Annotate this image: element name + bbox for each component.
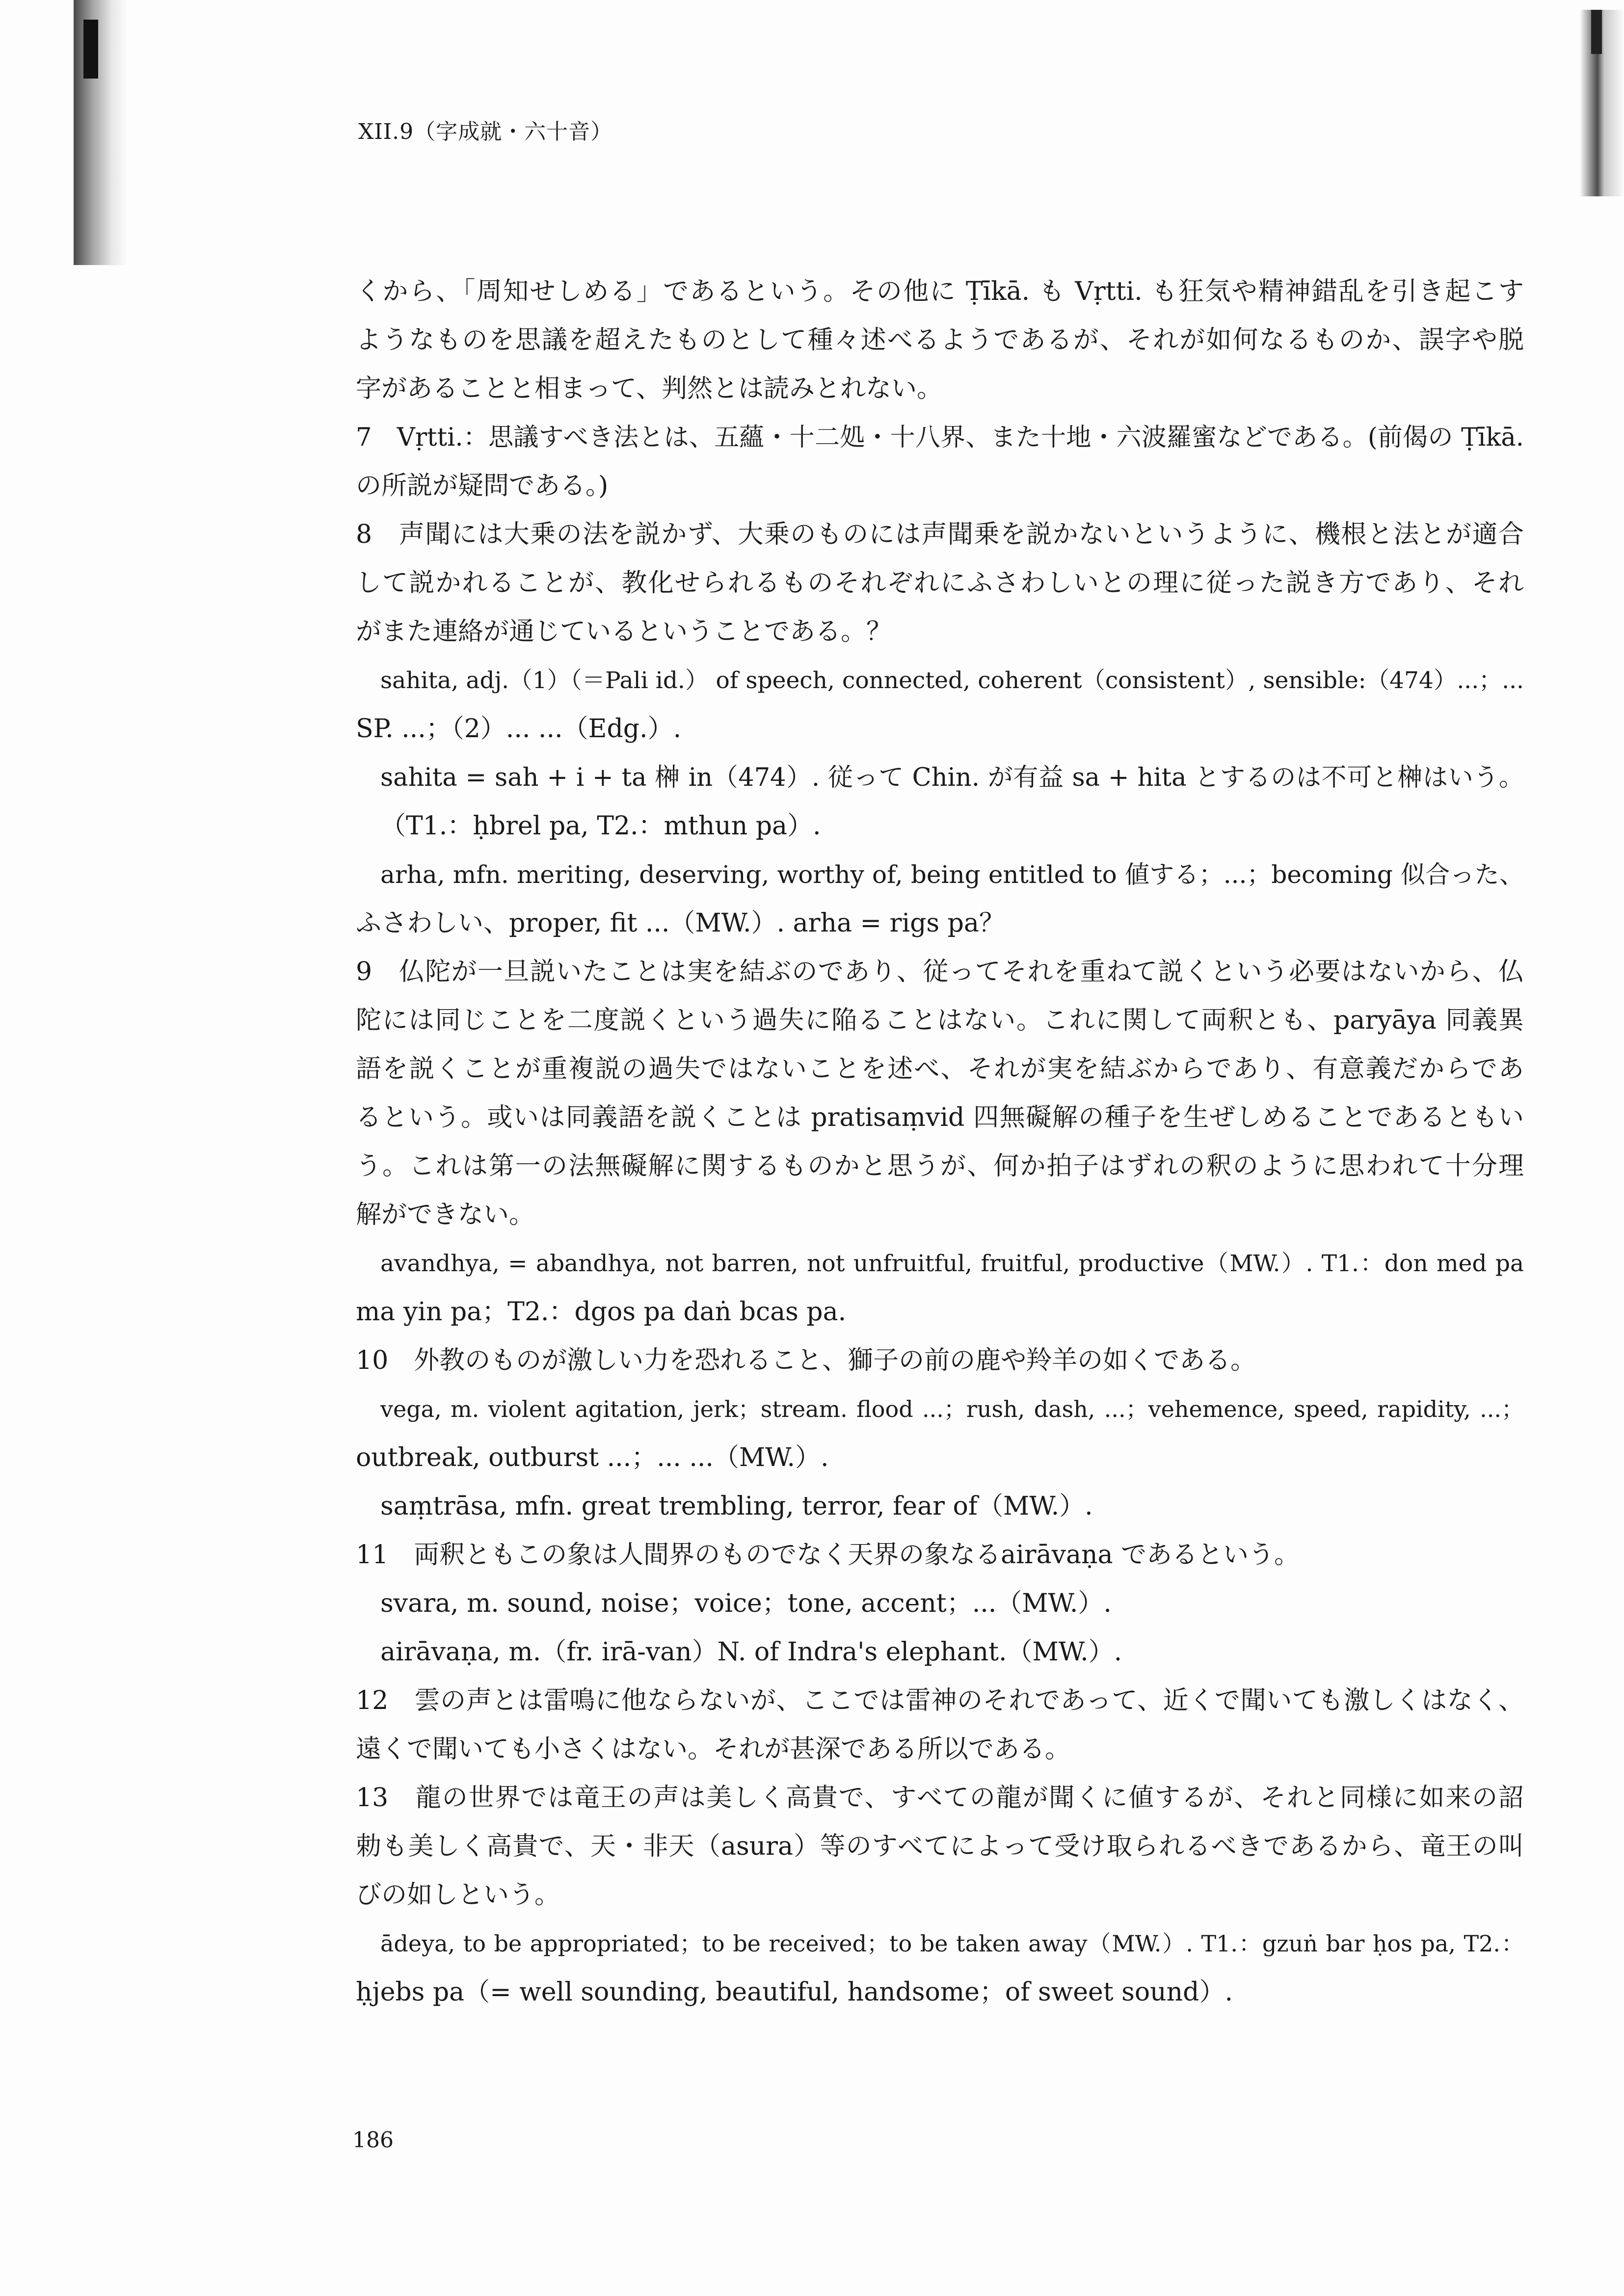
lexical-entry-sahita: sahita, adj.（1）（＝Pali id.） of speech, connected, coherent（consistent）, sensible:（474）...；... [380,667,1524,694]
text-line: ma yin pa；T2.：dgos pa daṅ bcas pa. [356,1297,847,1327]
lexical-entry-sahita-2: sahita = sah + i + ta 榊 in（474）. 従って Chin. が有益 sa + hita とするのは不可と榊はいう。 [380,763,1524,792]
note-11-line: 11 両釈ともこの象は人間界のものでなく天界の象なるairāvaṇa であるという。 [356,1540,1300,1570]
text-line: 遠くで聞いても小さくはない。それが甚深である所以である。 [356,1735,1071,1764]
lexical-entry-airavana: airāvaṇa, m.（fr. irā-van）N. of Indra's elephant.（MW.）. [380,1637,1122,1667]
note-7-line: 7 Vṛtti.：思議すべき法とは、五蘊・十二処・十八界、また十地・六波羅蜜などである。(前偈の Ṭīkā. [356,423,1524,452]
text-line: ようなものを思議を超えたものとして種々述べるようであるが、それが如何なるものか、誤字や脱 [356,325,1524,355]
lexical-entry-adeya: ādeya, to be appropriated；to be received；to be taken away（MW.）. T1.：gzuṅ bar ḥos pa, T2.： [380,1930,1524,1957]
running-head: XII.9（字成就・六十音） [358,119,613,144]
text-line: 字があることと相まって、判然とは読みとれない。 [356,374,942,403]
note-13-line: 13 龍の世界では竜王の声は美しく高貴で、すべての龍が聞くに値するが、それと同様に如来の詔 [356,1783,1524,1813]
text-line: 解ができない。 [356,1200,535,1229]
text-line: びの如しという。 [356,1880,560,1910]
scan-edge-mark-left [83,20,98,79]
text-line: う。これは第一の法無礙解に関するものかと思うが、何か拍子はずれの釈のように思われて十分理 [356,1151,1524,1181]
text-line: 勅も美しく高貴で、天・非天（asura）等のすべてによって受け取られるべきであるから、竜王の叫 [356,1832,1524,1861]
scan-edge-shadow-right [1580,10,1624,196]
text-line: がまた連絡が通じているということである。？ [356,617,892,646]
text-line: の所説が疑問である。) [356,471,609,501]
text-line: して説かれることが、教化せられるものそれぞれにふさわしいとの理に従った説き方であり、それ [356,568,1524,598]
lexical-entry-vega: vega, m. violent agitation, jerk；stream. flood ...；rush, dash, ...；vehemence, speed, rapidity, ...； [380,1396,1524,1422]
lexical-entry-avandhya: avandhya, = abandhya, not barren, not unfruitful, fruitful, productive（MW.）. T1.：don med pa [380,1250,1524,1277]
text-line: 語を説くことが重複説の過失ではないことを述べ、それが実を結ぶからであり、有意義だからであ [356,1054,1524,1084]
text-line: るという。或いは同義語を説くことは pratisaṃvid 四無礙解の種子を生ぜしめることであるともい [356,1103,1524,1132]
note-8-line: 8 声聞には大乗の法を説かず、大乗のものには声聞乗を説かないというように、機根と法とが適合 [356,520,1524,549]
text-line: （T1.：ḥbrel pa, T2.：mthun pa）. [380,811,821,841]
note-10-line: 10 外教のものが激しい力を恐れること、獅子の前の鹿や羚羊の如くである。 [356,1346,1256,1375]
note-9-line: 9 仏陀が一旦説いたことは実を結ぶのであり、従ってそれを重ねて説くという必要はないから、仏 [356,957,1524,987]
text-line: ḥjebs pa（= well sounding, beautiful, handsome；of sweet sound）. [356,1977,1233,2007]
text-line: 陀には同じことを二度説くという過失に陥ることはない。これに関して両釈とも、paryāya 同義異 [356,1006,1524,1035]
text-line: くから、「周知せしめる」であるという。その他に Ṭīkā. も Vṛtti. も狂気や精神錯乱を引き起こす [356,277,1524,306]
text-line: ふさわしい、proper, fit ...（MW.）. arha = rigs pa？ [356,908,1005,938]
scan-edge-mark-right [1591,10,1602,54]
text-line: outbreak, outburst ...；... ...（MW.）. [356,1443,829,1472]
page-number: 186 [352,2128,394,2153]
body-text [356,267,1524,2017]
scan-edge-shadow-left [74,0,128,265]
lexical-entry-svara: svara, m. sound, noise；voice；tone, accent；...（MW.）. [380,1589,1112,1618]
text-line: SP. ...；（2）... ...（Edg.）. [356,714,682,744]
lexical-entry-arha: arha, mfn. meriting, deserving, worthy of, being entitled to 値する；...；becoming 似合った、 [380,860,1524,889]
note-12-line: 12 雲の声とは雷鳴に他ならないが、ここでは雷神のそれであって、近くで聞いても激しくはなく、 [356,1686,1524,1715]
lexical-entry-samtrasa: saṃtrāsa, mfn. great trembling, terror, fear of（MW.）. [380,1492,1093,1521]
